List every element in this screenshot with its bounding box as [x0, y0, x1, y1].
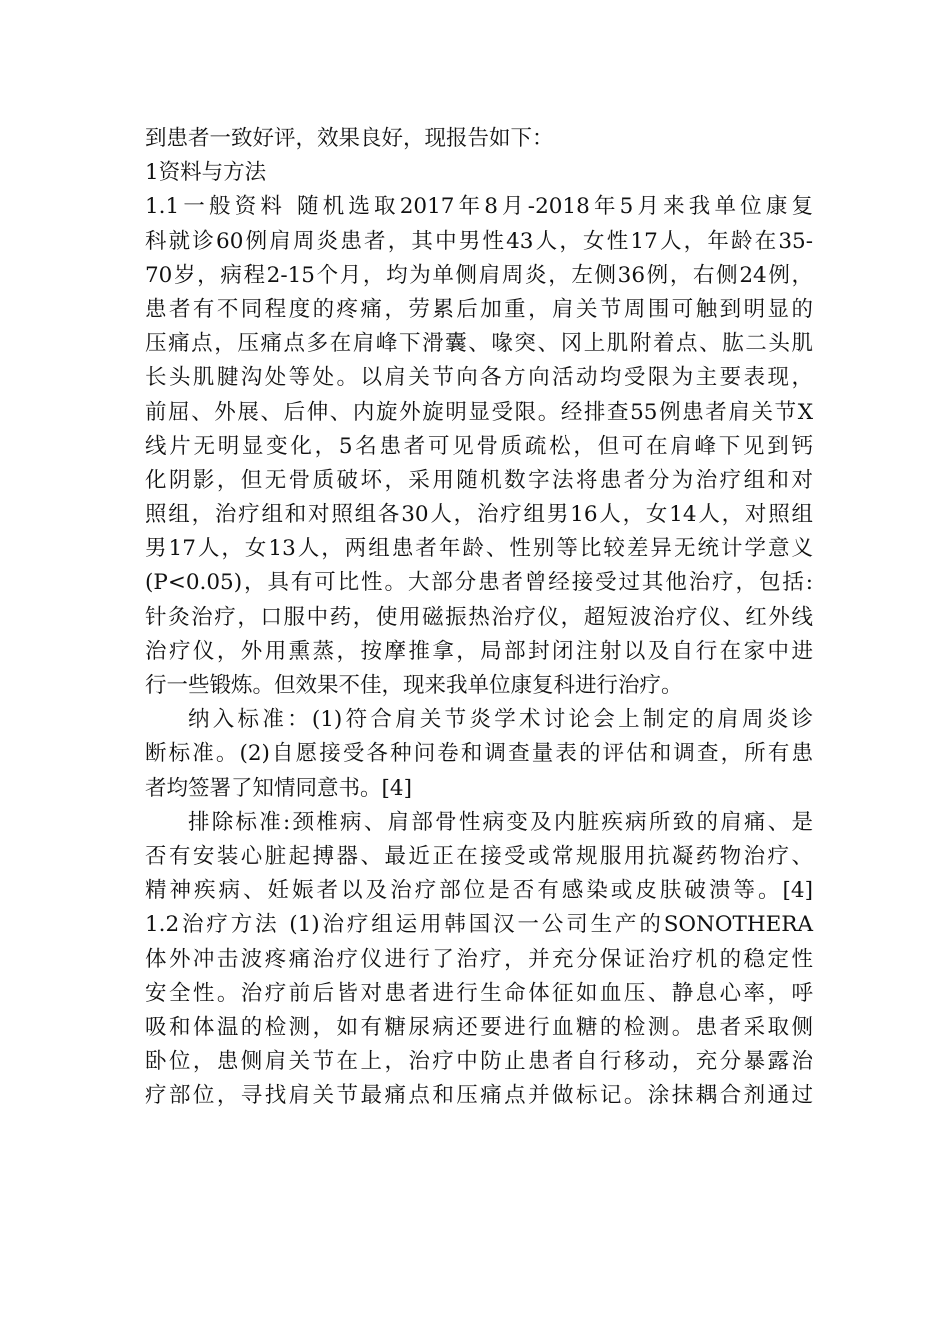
text-line: 压痛点，压痛点多在肩峰下滑囊、喙突、冈上肌附着点、肱二头肌	[145, 331, 813, 357]
text-line: 70岁，病程2-15个月，均为单侧肩周炎，左侧36例，右侧24例，	[145, 262, 813, 288]
document-page	[145, 122, 813, 1113]
text-line: 排除标准:颈椎病、肩部骨性病变及内脏疾病所致的肩痛、是	[188, 809, 813, 835]
text-line: 体外冲击波疼痛治疗仪进行了治疗，并充分保证治疗机的稳定性	[145, 946, 813, 972]
text-line: 治疗仪，外用熏蒸，按摩推拿，局部封闭注射以及自行在家中进	[145, 638, 813, 664]
text-line: 科就诊60例肩周炎患者，其中男性43人，女性17人，年龄在35-	[145, 228, 813, 254]
text-line: 1.1一般资料 随机选取2017年8月-2018年5月来我单位康复	[145, 194, 813, 220]
text-line: 男17人，女13人，两组患者年龄、性别等比较差异无统计学意义	[145, 536, 813, 562]
text-line: 纳入标准：(1)符合肩关节炎学术讨论会上制定的肩周炎诊	[188, 707, 813, 733]
text-line: 线片无明显变化，5名患者可见骨质疏松，但可在肩峰下见到钙	[145, 433, 813, 459]
text-line: 断标准。(2)自愿接受各种问卷和调查量表的评估和调查，所有患	[145, 741, 813, 767]
text-line: 患者有不同程度的疼痛，劳累后加重，肩关节周围可触到明显的	[145, 296, 813, 322]
text-line: 长头肌腱沟处等处。以肩关节向各方向活动均受限为主要表现，	[145, 365, 813, 391]
text-line: 者均签署了知情同意书。[4]	[145, 775, 412, 801]
text-line: 卧位，患侧肩关节在上，治疗中防止患者自行移动，充分暴露治	[145, 1049, 813, 1075]
text-line: 到患者一致好评，效果良好，现报告如下：	[145, 126, 554, 151]
text-line: 否有安装心脏起搏器、最近正在接受或常规服用抗凝药物治疗、	[145, 843, 813, 869]
text-line: 前屈、外展、后伸、内旋外旋明显受限。经排查55例患者肩关节X	[145, 399, 813, 425]
text-line: (P<0.05)，具有可比性。大部分患者曾经接受过其他治疗，包括:	[145, 570, 813, 596]
text-line: 针灸治疗，口服中药，使用磁振热治疗仪，超短波治疗仪、红外线	[145, 604, 813, 630]
text-line: 吸和体温的检测，如有糖尿病还要进行血糖的检测。患者采取侧	[145, 1014, 813, 1040]
text-line: 疗部位，寻找肩关节最痛点和压痛点并做标记。涂抹耦合剂通过	[145, 1083, 813, 1109]
text-line: 1资料与方法	[145, 160, 267, 186]
text-line: 精神疾病、妊娠者以及治疗部位是否有感染或皮肤破溃等。[4]	[145, 878, 813, 904]
text-line: 化阴影，但无骨质破坏，采用随机数字法将患者分为治疗组和对	[145, 467, 813, 493]
text-line: 1.2治疗方法 (1)治疗组运用韩国汉一公司生产的SONOTHERA	[145, 912, 813, 938]
text-line: 行一些锻炼。但效果不佳，现来我单位康复科进行治疗。	[145, 673, 683, 698]
text-line: 照组，治疗组和对照组各30人，治疗组男16人，女14人，对照组	[145, 502, 813, 528]
text-line: 安全性。治疗前后皆对患者进行生命体征如血压、静息心率，呼	[145, 980, 813, 1006]
